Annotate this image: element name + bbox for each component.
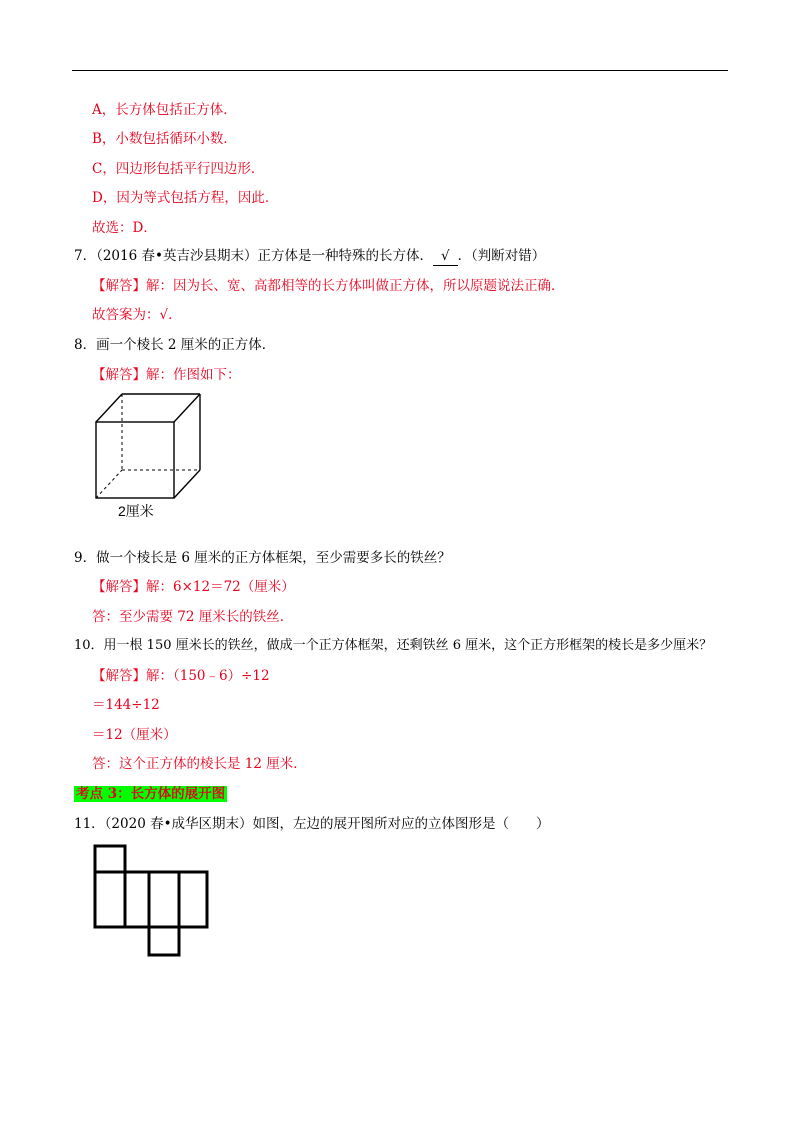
answer-choice: 故选：D． xyxy=(92,220,157,236)
net-face xyxy=(95,872,125,927)
question-9-answer: 答：至少需要 72 厘米长的铁丝． xyxy=(92,609,294,625)
question-7-solution: 【解答】解：因为长、宽、高都相等的长方体叫做正方体，所以原题说法正确． xyxy=(92,278,565,294)
question-7-stem: 7．（2016 春•英吉沙县期末）正方体是一种特殊的长方体． xyxy=(74,248,433,264)
net-face xyxy=(179,872,207,927)
header-rule xyxy=(72,70,728,71)
cube-edge xyxy=(174,470,200,498)
option-d-text: D，因为等式包括方程，因此． xyxy=(92,190,279,206)
question-10: 10．用一根 150 厘米长的铁丝，做成一个正方体框架，还剩铁丝 6 厘米，这个正方形框架的棱长是多少厘米？ xyxy=(74,638,713,653)
question-7-tail: ．（判断对错） xyxy=(457,248,546,264)
net-face-top xyxy=(95,846,125,872)
question-8: 8．画一个棱长 2 厘米的正方体． xyxy=(74,337,276,353)
question-7-answer: 故答案为：√． xyxy=(92,307,182,323)
net-face xyxy=(125,872,149,927)
option-b-text: B，小数包括循环小数． xyxy=(92,131,237,147)
cube-edge xyxy=(96,394,122,422)
question-10-answer: 答：这个正方体的棱长是 12 厘米． xyxy=(92,756,307,772)
cube-hidden-edge xyxy=(96,470,122,498)
question-10-solution: 【解答】解：（150﹣6）÷12 xyxy=(92,668,270,684)
option-a-text: A，长方体包括正方体． xyxy=(92,102,237,118)
cube-drawing xyxy=(92,390,202,520)
question-10-step-3: ＝12（厘米） xyxy=(92,727,177,743)
question-9: 9．做一个棱长是 6 厘米的正方体框架，至少需要多长的铁丝？ xyxy=(74,550,451,566)
section-heading xyxy=(74,785,227,803)
net-face-bottom xyxy=(149,927,179,955)
question-10-step-2: ＝144÷12 xyxy=(92,697,160,713)
question-9-solution: 【解答】解：6×12＝72（厘米） xyxy=(92,579,295,595)
question-11: 11．（2020 春•成华区期末）如图，左边的展开图所对应的立体图形是（ ） xyxy=(74,816,550,832)
net-face xyxy=(149,872,179,927)
cube-front-face xyxy=(96,422,174,498)
question-8-solution: 【解答】解：作图如下： xyxy=(92,367,241,383)
question-7 xyxy=(74,247,545,266)
cube-edge xyxy=(174,394,200,422)
section-heading-text: 考点 3：长方体的展开图 xyxy=(76,786,226,802)
question-7-blank: √ xyxy=(433,247,458,266)
option-c-text: C，四边形包括平行四边形． xyxy=(92,161,265,177)
net-drawing xyxy=(92,843,212,958)
cube-edge-label: 2厘米 xyxy=(118,503,154,519)
